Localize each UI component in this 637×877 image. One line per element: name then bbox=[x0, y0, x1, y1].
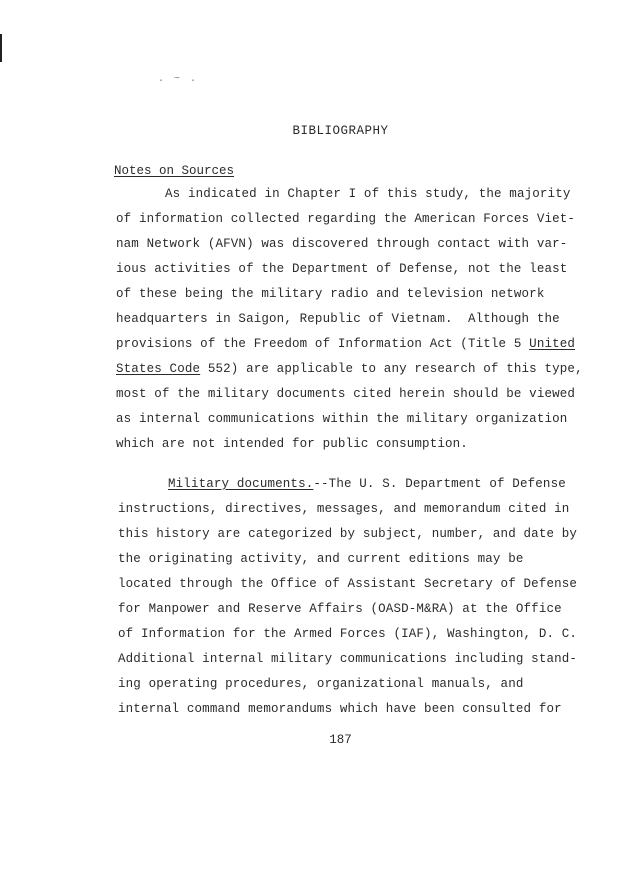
paragraph-1-line-7 bbox=[116, 337, 575, 351]
run-in-heading-military-documents: Military documents. bbox=[168, 477, 314, 491]
paragraph-2-line-1 bbox=[168, 477, 566, 491]
citation-states-code: States Code bbox=[116, 362, 201, 376]
stray-scan-mark: . ~ . bbox=[158, 74, 199, 85]
paragraph-2-line-4: the originating activity, and current editions may be bbox=[118, 552, 524, 566]
paragraph-2-line-9: ing operating procedures, organizational manuals, and bbox=[118, 677, 524, 691]
paragraph-2-line-7: of Information for the Armed Forces (IAF), Washington, D. C. bbox=[118, 627, 578, 641]
paragraph-1-line-10: as internal communications within the military organization bbox=[116, 412, 568, 426]
paragraph-1-line-8 bbox=[116, 362, 583, 376]
paragraph-1-line-9: most of the military documents cited herein should be viewed bbox=[116, 387, 576, 401]
paragraph-1-line-4: ious activities of the Department of Defense, not the least bbox=[116, 262, 568, 276]
paragraph-1-line-8-text: 552) are applicable to any research of this type, bbox=[200, 362, 583, 376]
section-heading: Notes on Sources bbox=[114, 164, 235, 178]
paragraph-2-line-10: internal command memorandums which have been consulted for bbox=[118, 702, 562, 716]
paragraph-1-line-11: which are not intended for public consumption. bbox=[116, 437, 468, 451]
paragraph-2-line-6: for Manpower and Reserve Affairs (OASD-M&RA) at the Office bbox=[118, 602, 562, 616]
paragraph-1-line-6: headquarters in Saigon, Republic of Vietnam. Although the bbox=[116, 312, 560, 326]
paragraph-2-line-8: Additional internal military communications including stand- bbox=[118, 652, 578, 666]
paragraph-1-line-7-text: provisions of the Freedom of Information Act (Title 5 bbox=[116, 337, 530, 351]
citation-united: United bbox=[529, 337, 576, 351]
paragraph-1-line-1: As indicated in Chapter I of this study, the majority bbox=[165, 187, 571, 201]
paragraph-1-line-2: of information collected regarding the American Forces Viet- bbox=[116, 212, 576, 226]
paragraph-2-line-3: this history are categorized by subject, number, and date by bbox=[118, 527, 578, 541]
paragraph-2-line-1-text: --The U. S. Department of Defense bbox=[313, 477, 566, 491]
page-title: BIBLIOGRAPHY bbox=[292, 124, 389, 138]
paragraph-1-line-3: nam Network (AFVN) was discovered through contact with var- bbox=[116, 237, 568, 251]
scan-edge-mark bbox=[0, 34, 2, 62]
paragraph-2-line-5: located through the Office of Assistant Secretary of Defense bbox=[118, 577, 578, 591]
page-number: 187 bbox=[329, 733, 352, 747]
paragraph-2-line-2: instructions, directives, messages, and memorandum cited in bbox=[118, 502, 570, 516]
paragraph-1-line-5: of these being the military radio and television network bbox=[116, 287, 545, 301]
